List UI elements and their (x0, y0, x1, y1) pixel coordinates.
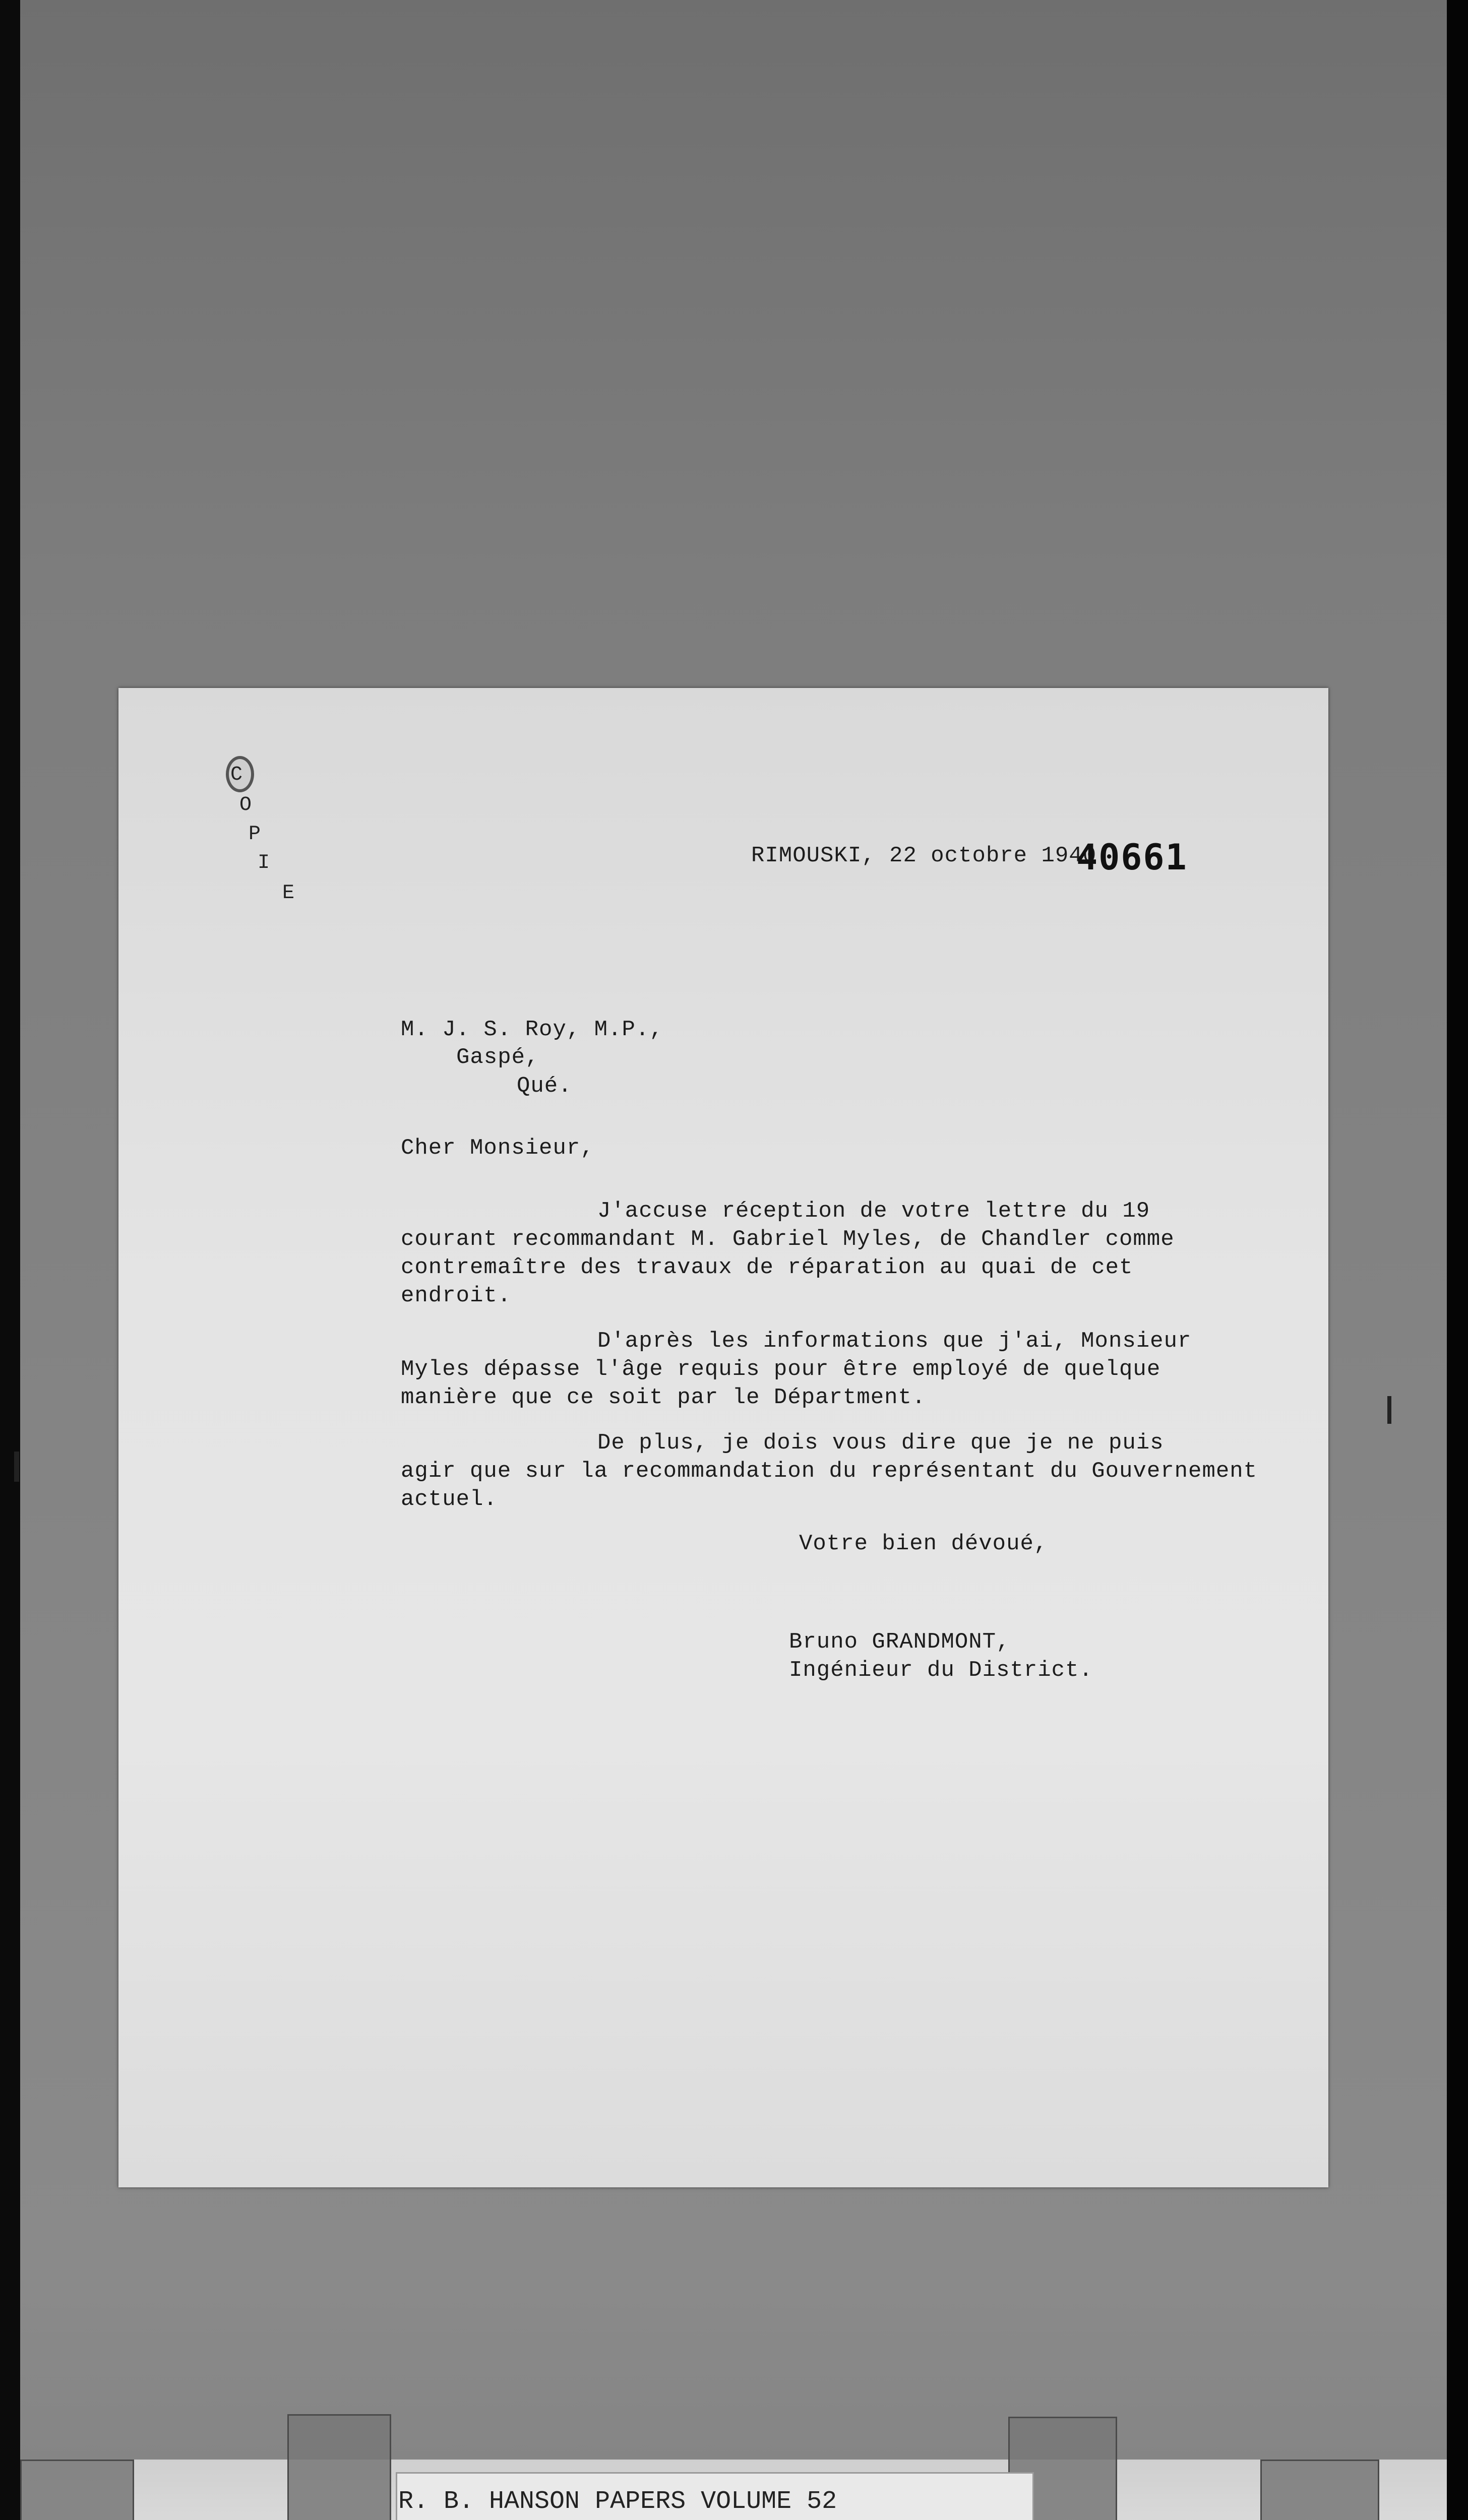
paragraph-line: agir que sur la recommandation du représentant du Gouvernement (401, 1459, 1258, 1484)
copie-stamp-letter: P (249, 823, 261, 846)
copie-stamp-letter: C (230, 764, 243, 786)
paragraph-line: Myles dépasse l'âge requis pour être employé de quelque (401, 1357, 1161, 1382)
copie-stamp-letter: O (239, 794, 252, 816)
paragraph-line: D'après les informations que j'ai, Monsieur (597, 1329, 1192, 1354)
paragraph-line: actuel. (401, 1487, 498, 1512)
volume-label: R. B. HANSON PAPERS VOLUME 52 (398, 2487, 837, 2516)
tape-piece (1260, 2460, 1379, 2520)
signature-name: Bruno GRANDMONT, (789, 1629, 1010, 1655)
paragraph-line: J'accuse réception de votre lettre du 19 (597, 1199, 1150, 1224)
addressee-line: Qué. (517, 1074, 572, 1099)
paragraph-line: endroit. (401, 1283, 512, 1308)
addressee-line: M. J. S. Roy, M.P., (401, 1017, 663, 1042)
paragraph-line: courant recommandant M. Gabriel Myles, de Chandler comme (401, 1227, 1175, 1252)
tape-piece (287, 2414, 391, 2520)
board-edge (1447, 0, 1468, 2520)
typed-letter (118, 688, 1328, 2187)
paragraph-line: De plus, je dois vous dire que je ne puis (597, 1430, 1164, 1456)
addressee-line: Gaspé, (456, 1045, 539, 1070)
copie-stamp-letter: E (282, 882, 295, 905)
tape-piece (20, 2460, 134, 2520)
closing: Votre bien dévoué, (799, 1531, 1048, 1556)
place-date: RIMOUSKI, 22 octobre 1940. (751, 843, 1111, 868)
copie-stamp-letter: I (258, 852, 270, 874)
edge-mark-left (14, 1452, 19, 1482)
salutation: Cher Monsieur, (401, 1136, 594, 1161)
edge-mark-right (1387, 1396, 1391, 1424)
signature-title: Ingénieur du District. (789, 1658, 1093, 1683)
file-number: 40661 (1076, 837, 1188, 878)
paragraph-line: contremaître des travaux de réparation au quai de cet (401, 1255, 1133, 1280)
paragraph-line: manière que ce soit par le Départment. (401, 1385, 926, 1410)
